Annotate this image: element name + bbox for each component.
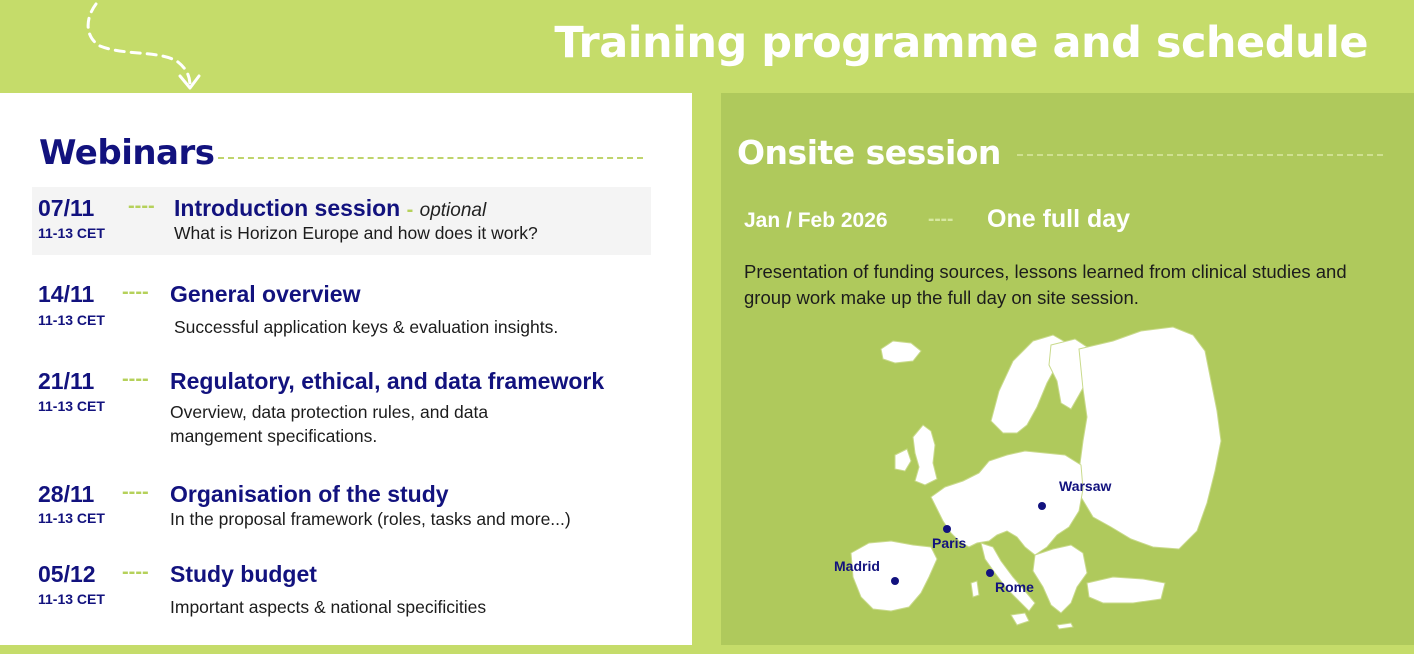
webinars-panel [0, 93, 692, 645]
session-dash: ---- [122, 281, 149, 303]
session-date: 21/11 [38, 368, 95, 394]
session-title: Regulatory, ethical, and data framework [170, 368, 605, 394]
session-dash: ---- [122, 368, 149, 390]
session-date: 05/12 [38, 561, 96, 587]
session-title [174, 195, 486, 222]
session-time: 11-13 CET [38, 225, 105, 241]
session-description: Overview, data protection rules, and data mangement specifications. [170, 402, 489, 446]
onsite-dash: ---- [928, 209, 954, 230]
session-time: 11-13 CET [38, 591, 105, 607]
session-title: Organisation of the study [170, 481, 449, 507]
page-title: Training programme and schedule [554, 18, 1368, 68]
onsite-duration: One full day [987, 205, 1131, 233]
city-label-madrid: Madrid [834, 558, 880, 574]
optional-label: optional [419, 200, 487, 221]
city-dot-warsaw [1038, 502, 1046, 510]
optional-dash: - [406, 199, 414, 221]
city-dot-paris [943, 525, 951, 533]
onsite-date: Jan / Feb 2026 [744, 209, 888, 232]
session-title: General overview [170, 281, 361, 307]
session-title-text: Introduction session [174, 195, 401, 221]
session-time: 11-13 CET [38, 398, 105, 414]
onsite-description: Presentation of funding sources, lessons learned from clinical studies and group work make up the full day on site session. [744, 261, 1347, 308]
session-dash: ---- [122, 481, 149, 503]
session-dash: ---- [128, 195, 155, 217]
onsite-panel [721, 93, 1414, 645]
session-description: Important aspects & national specificities [170, 597, 487, 617]
session-dash: ---- [122, 561, 149, 583]
city-label-warsaw: Warsaw [1059, 478, 1112, 494]
heading-divider [1017, 154, 1383, 156]
city-dot-rome [986, 569, 994, 577]
session-time: 11-13 CET [38, 312, 105, 328]
heading-divider [218, 157, 643, 159]
session-time: 11-13 CET [38, 510, 105, 526]
city-label-paris: Paris [932, 535, 967, 551]
city-label-rome: Rome [995, 579, 1034, 595]
session-date: 14/11 [38, 281, 95, 307]
session-description: What is Horizon Europe and how does it work? [174, 223, 538, 243]
webinars-heading: Webinars [39, 133, 215, 173]
onsite-heading: Onsite session [737, 133, 1001, 172]
city-dot-madrid [891, 577, 899, 585]
session-description: In the proposal framework (roles, tasks and more...) [170, 509, 571, 529]
session-date: 28/11 [38, 481, 95, 507]
session-date: 07/11 [38, 195, 95, 221]
session-description: Successful application keys & evaluation insights. [174, 317, 559, 337]
session-title: Study budget [170, 561, 317, 587]
dashed-arrow-icon [80, 0, 210, 92]
